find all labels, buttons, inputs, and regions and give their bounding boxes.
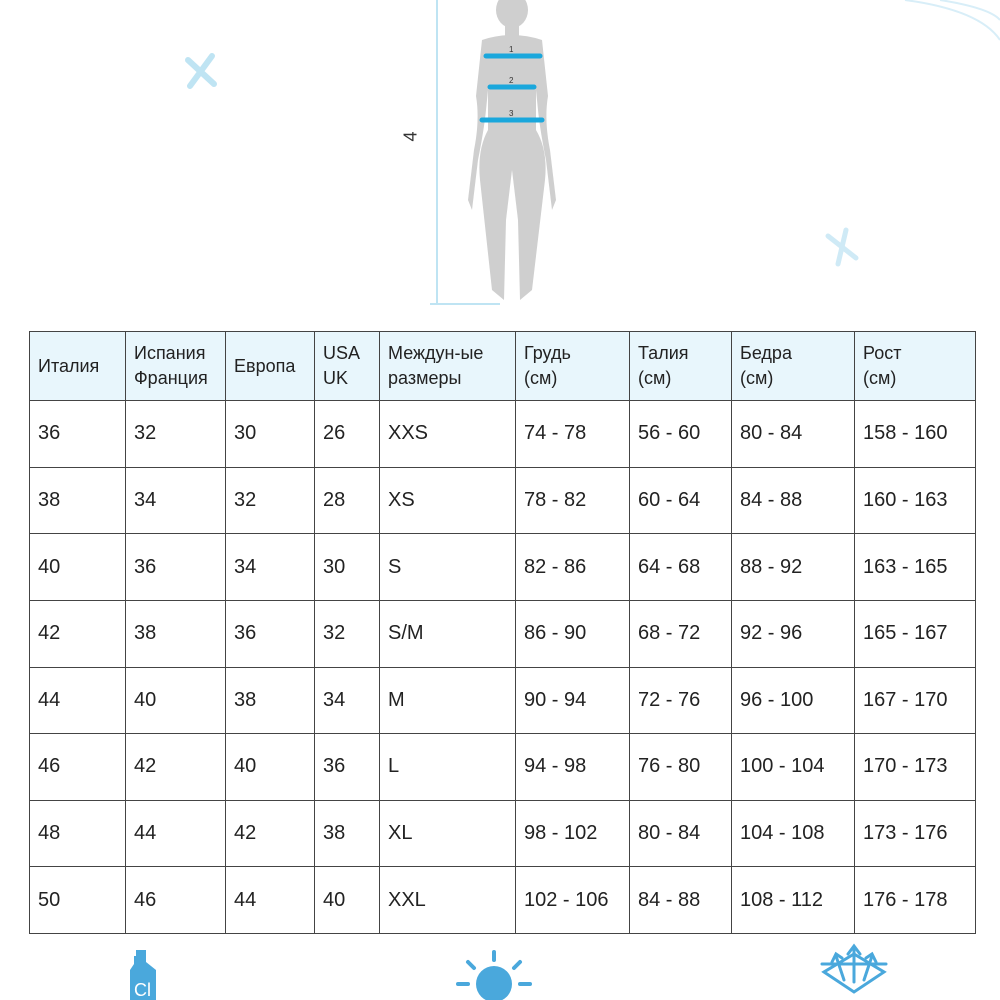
table-row xyxy=(30,401,976,468)
cell-usa-uk: 28 xyxy=(315,467,380,534)
cell-height: 170 - 173 xyxy=(855,734,976,801)
cell-italy: 46 xyxy=(30,734,126,801)
cell-bust: 82 - 86 xyxy=(516,534,630,601)
cell-europe: 40 xyxy=(226,734,315,801)
cell-hips: 104 - 108 xyxy=(732,800,855,867)
table-row xyxy=(30,667,976,734)
header-usa-uk: USA UK xyxy=(315,332,380,401)
cell-international: S/M xyxy=(380,600,516,667)
cell-spain-france: 38 xyxy=(126,600,226,667)
body-figure-area xyxy=(0,0,1000,330)
cell-spain-france: 40 xyxy=(126,667,226,734)
cell-europe: 34 xyxy=(226,534,315,601)
cell-usa-uk: 34 xyxy=(315,667,380,734)
cell-spain-france: 44 xyxy=(126,800,226,867)
cell-usa-uk: 38 xyxy=(315,800,380,867)
cell-hips: 84 - 88 xyxy=(732,467,855,534)
cell-height: 165 - 167 xyxy=(855,600,976,667)
ventilation-icon xyxy=(814,942,894,994)
table-row xyxy=(30,734,976,801)
cell-hips: 92 - 96 xyxy=(732,600,855,667)
cell-italy: 48 xyxy=(30,800,126,867)
cell-europe: 38 xyxy=(226,667,315,734)
cell-international: XXS xyxy=(380,401,516,468)
cell-spain-france: 42 xyxy=(126,734,226,801)
measure-label-2: 2 xyxy=(509,76,514,85)
cell-spain-france: 36 xyxy=(126,534,226,601)
cell-usa-uk: 36 xyxy=(315,734,380,801)
bleach-bottle-icon xyxy=(122,948,172,1000)
cell-international: S xyxy=(380,534,516,601)
cell-waist: 56 - 60 xyxy=(630,401,732,468)
cell-italy: 36 xyxy=(30,401,126,468)
cell-hips: 96 - 100 xyxy=(732,667,855,734)
cell-hips: 88 - 92 xyxy=(732,534,855,601)
cell-height: 173 - 176 xyxy=(855,800,976,867)
cell-spain-france: 34 xyxy=(126,467,226,534)
cell-hips: 108 - 112 xyxy=(732,867,855,934)
cell-international: XL xyxy=(380,800,516,867)
cell-italy: 42 xyxy=(30,600,126,667)
header-hips: Бедра (см) xyxy=(732,332,855,401)
cell-waist: 72 - 76 xyxy=(630,667,732,734)
size-table xyxy=(29,331,976,934)
cell-international: L xyxy=(380,734,516,801)
cell-hips: 100 - 104 xyxy=(732,734,855,801)
cell-spain-france: 32 xyxy=(126,401,226,468)
table-row xyxy=(30,600,976,667)
cell-bust: 102 - 106 xyxy=(516,867,630,934)
cell-waist: 84 - 88 xyxy=(630,867,732,934)
header-international: Междун-ые размеры xyxy=(380,332,516,401)
cell-usa-uk: 26 xyxy=(315,401,380,468)
cell-europe: 44 xyxy=(226,867,315,934)
cell-italy: 40 xyxy=(30,534,126,601)
header-italy: Италия xyxy=(30,332,126,401)
cell-usa-uk: 40 xyxy=(315,867,380,934)
cell-italy: 38 xyxy=(30,467,126,534)
table-row xyxy=(30,467,976,534)
header-waist: Талия (см) xyxy=(630,332,732,401)
cell-height: 160 - 163 xyxy=(855,467,976,534)
cell-waist: 80 - 84 xyxy=(630,800,732,867)
header-height: Рост (см) xyxy=(855,332,976,401)
cell-hips: 80 - 84 xyxy=(732,401,855,468)
table-row xyxy=(30,800,976,867)
measure-label-1: 1 xyxy=(509,45,514,54)
cell-international: M xyxy=(380,667,516,734)
cell-bust: 98 - 102 xyxy=(516,800,630,867)
cell-europe: 30 xyxy=(226,401,315,468)
height-marker: 4 xyxy=(400,131,421,142)
cell-height: 163 - 165 xyxy=(855,534,976,601)
sun-icon xyxy=(454,948,534,1000)
cell-waist: 76 - 80 xyxy=(630,734,732,801)
cell-waist: 68 - 72 xyxy=(630,600,732,667)
cell-waist: 64 - 68 xyxy=(630,534,732,601)
table-row xyxy=(30,867,976,934)
cell-bust: 90 - 94 xyxy=(516,667,630,734)
cell-italy: 50 xyxy=(30,867,126,934)
header-europe: Европа xyxy=(226,332,315,401)
cell-international: XXL xyxy=(380,867,516,934)
cell-height: 176 - 178 xyxy=(855,867,976,934)
cell-usa-uk: 32 xyxy=(315,600,380,667)
cell-bust: 94 - 98 xyxy=(516,734,630,801)
measure-label-3: 3 xyxy=(509,109,514,118)
body-figure xyxy=(0,0,1000,330)
cell-spain-france: 46 xyxy=(126,867,226,934)
cell-europe: 32 xyxy=(226,467,315,534)
cell-europe: 42 xyxy=(226,800,315,867)
cell-height: 158 - 160 xyxy=(855,401,976,468)
cell-waist: 60 - 64 xyxy=(630,467,732,534)
header-spain-france: Испания Франция xyxy=(126,332,226,401)
bleach-label: Cl xyxy=(134,980,151,1000)
cell-bust: 74 - 78 xyxy=(516,401,630,468)
table-row xyxy=(30,534,976,601)
cell-bust: 78 - 82 xyxy=(516,467,630,534)
cell-international: XS xyxy=(380,467,516,534)
cell-bust: 86 - 90 xyxy=(516,600,630,667)
table-header-row xyxy=(30,332,976,401)
cell-height: 167 - 170 xyxy=(855,667,976,734)
cell-usa-uk: 30 xyxy=(315,534,380,601)
header-bust: Грудь (см) xyxy=(516,332,630,401)
cell-italy: 44 xyxy=(30,667,126,734)
cell-europe: 36 xyxy=(226,600,315,667)
